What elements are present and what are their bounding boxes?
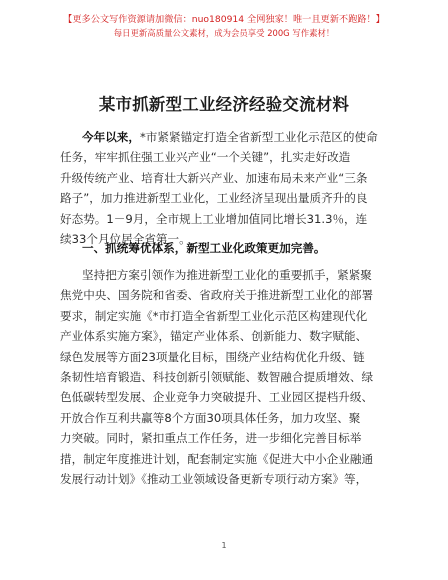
section-heading: 一、抓统筹优体系，新型工业化政策更加完善。 — [82, 241, 326, 255]
document-title: 某市抓新型工业经济经验交流材料 — [98, 95, 350, 114]
intro-line: 升级传统产业、培育壮大新兴产业、加速布局未来产业“三条 — [60, 170, 368, 185]
page-number: 1 — [221, 541, 227, 550]
intro-paragraph — [60, 127, 386, 249]
body-line: 坚持把方案引领作为推进新型工业化的重要抓手，紧紧聚 — [82, 268, 372, 282]
body-line: 开放合作互利共赢等8个方面30项具体任务，加力攻坚、聚 — [60, 410, 361, 425]
body-line: 力突破。同时，紧扣重点工作任务，进一步细化完善目标举 — [60, 431, 362, 446]
section-body-paragraph — [60, 265, 386, 489]
body-line: 要求，制定实施《*市打造全省新型工业化示范区构建现代化 — [60, 308, 368, 323]
intro-line: 好态势。1－9月，全市规上工业增加值同比增长31.3％，连 — [60, 211, 368, 226]
intro-line: 任务，牢牢抓住强工业兴产业“一个关键”，扎实走好改造 — [60, 150, 351, 165]
body-line: 条韧性培育锻造、科技创新引领赋能、数智融合提质增效、绿 — [60, 369, 374, 384]
header-banner — [0, 14, 448, 39]
body-line: 措，制定年度推进计划，配套制定实施《促进大中小企业融通 — [60, 451, 374, 466]
banner-line-2: 每日更新高质量公文素材，成为会员享受 200G 写作素材！ — [113, 28, 335, 38]
intro-lead: 今年以来， — [82, 130, 140, 144]
body-line: 绿色发展等方面23项量化目标，围绕产业结构优化升级、链 — [60, 349, 365, 364]
body-line: 产业体系实施方案》，锚定产业体系、创新能力、数字赋能、 — [60, 329, 368, 344]
body-line: 发展行动计划》《推动工业领域设备更新专项行动方案》等， — [60, 471, 368, 486]
banner-line-1: 【更多公文写作资源请加微信：nuo180914 全网独家！唯一且更新不跑路！】 — [63, 14, 385, 25]
intro-line: 续33个月位居全省第一。 — [60, 231, 191, 246]
intro-line: *市紧紧锚定打造全省新型工业化示范区的使命 — [139, 130, 378, 144]
intro-line: 路子”，加力推进新型工业化，工业经济呈现出量质齐升的良 — [60, 191, 368, 206]
body-line: 焦党中央、国务院和省委、省政府关于推进新型工业化的部署 — [60, 288, 374, 303]
section-heading-block — [60, 238, 386, 258]
body-line: 色低碳转型发展、企业竞争力突破提升、工业园区提档升级、 — [60, 390, 374, 405]
